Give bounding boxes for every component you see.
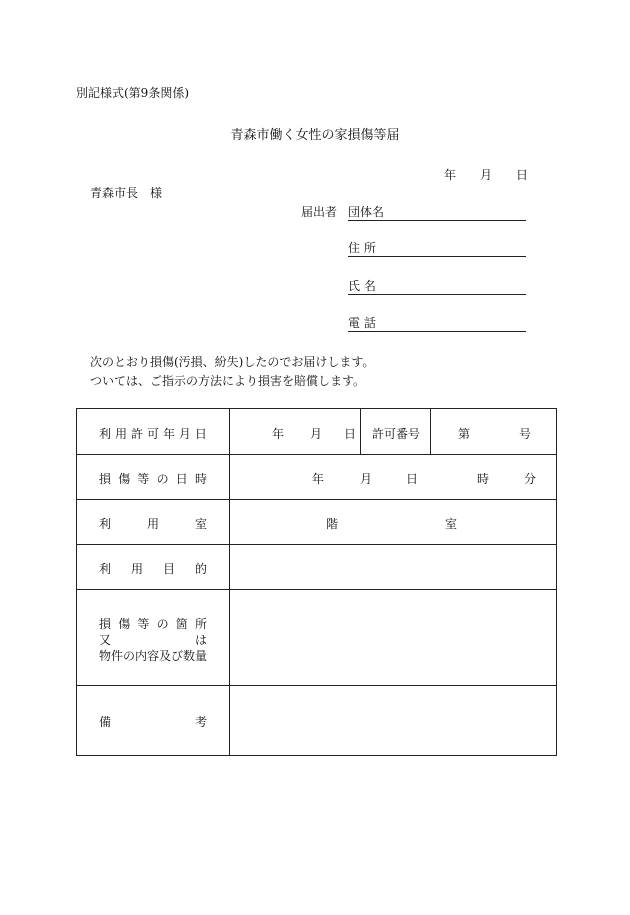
permit-number-input[interactable] [431,409,557,455]
permit-day: 日 [344,427,357,441]
date-year: 年 [444,168,457,182]
body-line-1: 次のとおり損傷(汚損、紛失)したのでお届けします。 [90,355,375,369]
row-remarks [77,686,557,756]
form-number: 別記様式(第9条関係) [76,86,189,100]
row-permit-date [77,409,557,455]
permit-no-suffix: 号 [519,427,532,441]
applicant-label: 届出者 [301,205,338,219]
group-name-field[interactable] [348,205,526,221]
room-label: 利 用 室 [77,500,230,545]
damage-datetime-input[interactable] [230,455,557,500]
damage-day: 日 [406,472,419,486]
permit-year: 年 [272,427,285,441]
purpose-label: 利 用 目 的 [77,545,230,590]
damage-report-table [76,408,557,756]
permit-number-label: 許可番号 [372,427,421,441]
row-room [77,500,557,545]
date-day: 日 [516,168,529,182]
permit-no-prefix: 第 [458,427,471,441]
phone-field[interactable] [348,316,526,332]
addressee: 青森市長 様 [90,186,163,200]
damage-hour: 時 [477,472,490,486]
room-input[interactable] [230,500,557,545]
row-damage-datetime [77,455,557,500]
group-name-label: 団体名 [348,205,385,219]
row-damage-place [77,590,557,686]
body-line-2: ついては、ご指示の方法により損害を賠償します。 [90,374,366,388]
remarks-input[interactable] [230,686,557,756]
permit-month: 月 [310,427,323,441]
permit-number-label-cell [361,409,431,455]
permit-date-input[interactable] [230,409,361,455]
damage-place-input[interactable] [230,590,557,686]
name-field[interactable] [348,279,526,295]
damage-month: 月 [360,472,373,486]
damage-year: 年 [312,472,325,486]
damage-place-label: 損 傷 等 の 箇 所 又 は 物件の内容及び数量 [77,590,230,686]
name-label: 氏 名 [348,279,376,293]
phone-label: 電 話 [348,316,376,330]
remarks-label: 備 考 [77,686,230,756]
page-title: 青森市働く女性の家損傷等届 [230,128,400,143]
permit-date-label: 利 用 許 可 年 月 日 [77,409,230,455]
purpose-input[interactable] [230,545,557,590]
date-month: 月 [480,168,493,182]
address-label: 住 所 [348,241,376,255]
damage-datetime-label: 損 傷 等 の 日 時 [77,455,230,500]
room-floor: 階 [326,517,339,531]
row-purpose [77,545,557,590]
damage-minute: 分 [524,472,537,486]
room-room: 室 [445,517,458,531]
address-field[interactable] [348,241,526,257]
